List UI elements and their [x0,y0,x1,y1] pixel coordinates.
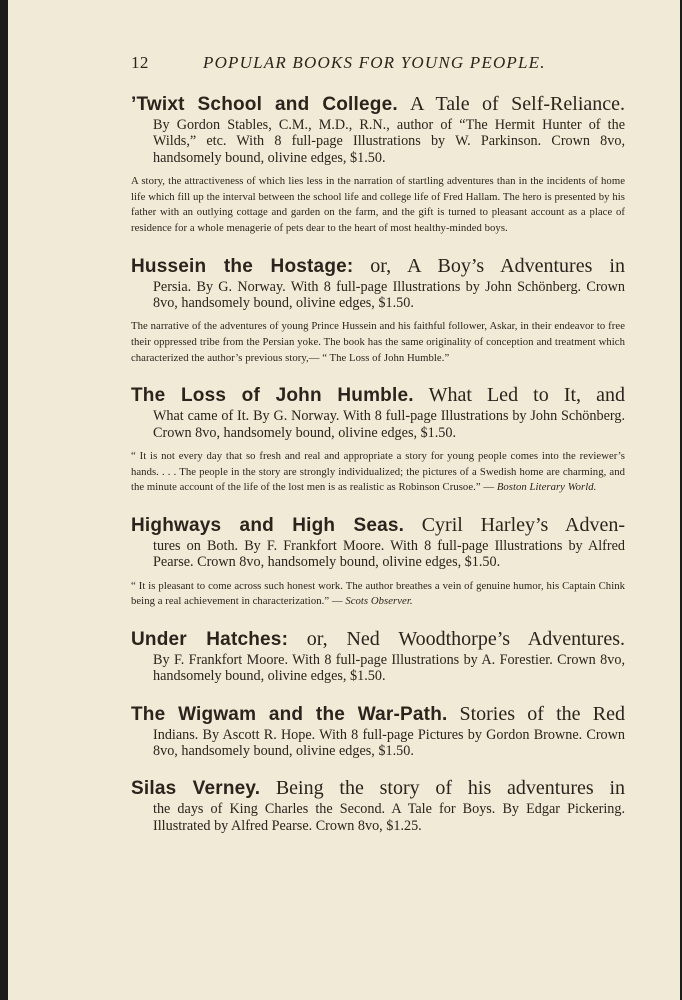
book-details: By F. Frankfort Moore. With 8 full-page Illustrations by A. Forestier. Crown 8vo, handsomely bound, olivine edges, $1.50. [153,651,625,685]
book-details: Persia. By G. Norway. With 8 full-page Illustrations by John Schönberg. Crown 8vo, handsomely bound, olivine edges, $1.50. [153,278,625,311]
book-subtitle: Cyril Harley’s Adven- [421,513,626,536]
catalog-entry [131,514,625,610]
book-review [131,449,625,496]
book-page [8,0,680,1000]
catalog-entry [131,628,625,685]
catalog-content [131,93,625,834]
review-source: Scots Observer. [345,595,413,608]
book-details: Indians. By Ascott R. Hope. With 8 full-page Pictures by Gordon Browne. Crown 8vo, handsomely bound, olivine edges, $1.50. [153,726,625,759]
book-subtitle: or, A Boy’s Adventures in [370,254,625,277]
book-subtitle: What Led to It, and [428,384,626,407]
entry-heading [131,777,625,800]
book-details: By Gordon Stables, C.M., M.D., R.N., author of “The Hermit Hunter of the Wilds,” etc. With 8 full-page Illustrations by W. Parkinson. Crown 8vo, handsomely bound, olivine edges, $1.50. [153,117,625,166]
running-title: POPULAR BOOKS FOR YOUNG PEOPLE. [203,53,546,72]
entry-heading [131,628,625,651]
book-title: The Wigwam and the War-Path. [131,703,448,725]
review-text: A story, the attractiveness of which lies less in the narration of startling adventures than in the incidents of home life which fill up the interval between the school life and college life of Fred Hallam. The hero is presented by his father with an outlying cottage and garden on the farm, and the gift is turned to pleasant account as a place of residence for a whole menagerie of pets dear to the heart of most healthy-minded boys. [131,175,625,234]
catalog-entry [131,703,625,760]
book-details: the days of King Charles the Second. A Tale for Boys. By Edgar Pickering. Illustrated by Alfred Pearse. Crown 8vo, $1.25. [153,801,625,834]
entry-heading [131,255,625,278]
book-subtitle: Being the story of his adventures in [275,777,626,800]
book-subtitle: Stories of the Red [459,702,625,725]
catalog-entry [131,384,625,496]
book-title: ’Twixt School and College. [131,94,398,115]
catalog-entry [131,777,625,834]
review-source: Boston Literary World. [496,481,597,494]
book-title: Hussein the Hostage: [131,255,354,277]
book-details: tures on Both. By F. Frankfort Moore. With 8 full-page Illustrations by Alfred Pearse. Crown 8vo, handsomely bound, olivine edges, $1.50. [153,537,625,571]
book-title: Highways and High Seas. [131,514,405,536]
entry-heading [131,703,625,726]
book-title: Under Hatches: [131,628,289,650]
review-text: “ It is pleasant to come across such honest work. The author breathes a vein of genuine humor, his Captain Chink being a real achievement in characterization.” — [131,579,625,608]
book-subtitle: A Tale of Self-Reliance. [410,93,626,115]
book-details: What came of It. By G. Norway. With 8 full-page Illustrations by John Schönberg. Crown 8vo, handsomely bound, olivine edges, $1.50. [153,408,625,441]
page-number: 12 [131,53,149,72]
catalog-entry [131,93,625,237]
book-review [131,579,625,610]
book-review [131,319,625,366]
entry-heading [131,514,625,537]
entry-heading [131,384,625,407]
entry-heading [131,93,625,116]
book-review [131,174,625,236]
review-text: “ It is not every day that so fresh and real and appropriate a story for young people comes into the reviewer’s hands. . . . The people in the story are strongly individualized; the pictures of a Swedish home are charming, and the minute account of the life of the lost men is as realistic as Robinson Crusoe.” — [131,450,625,494]
book-title: Silas Verney. [131,778,261,800]
catalog-entry [131,255,625,367]
book-subtitle: or, Ned Woodthorpe’s Adventures. [306,627,626,650]
review-text: The narrative of the adventures of young Prince Hussein and his faithful follower, Askar, in their endeavor to free their oppressed tribe from the Persian yoke. The book has the same originality of conception and treatment which characterized the author’s previous story,— “ The Loss of John Humble.” [131,320,625,364]
book-title: The Loss of John Humble. [131,385,414,407]
